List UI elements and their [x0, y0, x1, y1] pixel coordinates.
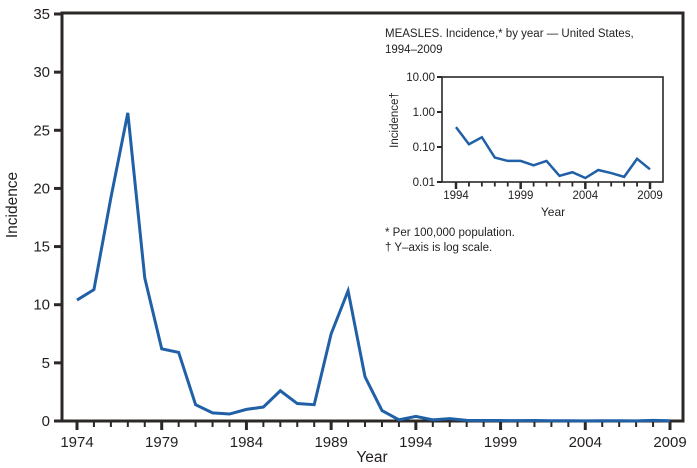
- inset-chart-title-line1: MEASLES. Incidence,* by year — United States,: [385, 28, 634, 40]
- inset-y-tick-label: 0.10: [412, 142, 435, 154]
- main-x-tick-label: 1974: [60, 434, 94, 451]
- main-y-tick-label: 10: [33, 296, 50, 314]
- footnote-log-scale: † Y–axis is log scale.: [385, 242, 493, 254]
- main-x-tick-label: 2009: [653, 434, 687, 451]
- main-x-tick-label: 1979: [145, 434, 179, 451]
- main-x-tick-label: 1999: [483, 434, 518, 451]
- inset-x-axis-title: Year: [540, 205, 566, 219]
- inset-y-tick-label: 0.01: [412, 177, 435, 189]
- main-y-tick-label: 20: [33, 180, 50, 198]
- main-y-axis-title: Incidence: [4, 171, 21, 239]
- inset-y-tick-label: 1.00: [412, 107, 435, 119]
- main-x-axis-title: Year: [356, 449, 388, 466]
- inset-y-axis-title: Incidence†: [389, 92, 401, 148]
- main-x-tick-label: 1994: [399, 434, 433, 451]
- inset-chart-title: [385, 27, 675, 58]
- main-y-tick-label: 15: [33, 238, 50, 256]
- footnote-per-population: * Per 100,000 population.: [385, 227, 515, 239]
- main-y-tick-label: 0: [41, 413, 50, 430]
- inset-x-tick-label: 1994: [443, 190, 469, 202]
- main-y-tick-label: 25: [33, 122, 50, 140]
- inset-x-tick-label: 1999: [507, 190, 534, 202]
- main-series-line: [77, 113, 670, 421]
- main-x-tick-label: 1984: [229, 434, 264, 451]
- main-y-tick-label: 5: [41, 354, 50, 372]
- main-x-tick-label: 1989: [314, 434, 348, 451]
- footnotes: [385, 226, 645, 256]
- inset-x-tick-label: 2009: [637, 190, 663, 202]
- main-x-tick-label: 2004: [568, 434, 602, 451]
- main-y-tick-label: 30: [33, 64, 50, 82]
- inset-series-line: [456, 127, 650, 178]
- inset-x-tick-label: 2004: [572, 190, 599, 202]
- inset-chart-title-line2: 1994–2009: [385, 43, 443, 56]
- inset-y-tick-label: 10.00: [406, 72, 435, 84]
- main-plot-border: [62, 13, 683, 421]
- main-y-tick-label: 35: [33, 6, 50, 23]
